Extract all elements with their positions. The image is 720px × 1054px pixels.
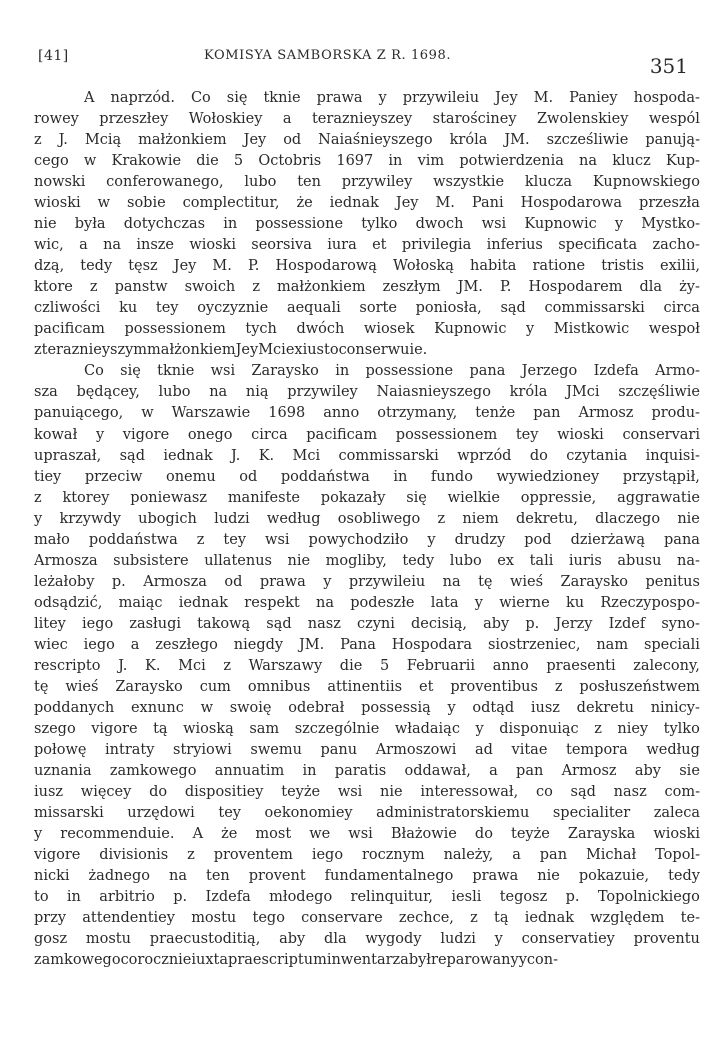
text-line: poddanych exnunc w swoię odebrał possessią y odtąd iusz dekretu ninicy- bbox=[34, 699, 700, 716]
text-line: mało poddaństwa z tey wsi powychodziło y drudzy pod dzierżawą pana bbox=[34, 531, 700, 548]
text-line: to in arbitrio p. Izdefa młodego relinquitur, iesli tegosz p. Topolnickiego bbox=[34, 889, 700, 906]
text-line: nie była dotychczas in possessione tylko dwoch wsi Kupnowic y Mystko- bbox=[34, 216, 700, 233]
text-line: zamkowego corocznie iuxta praescriptum inwentarza był reparowany y con- bbox=[34, 952, 558, 969]
text-line: szego vigore tą wioską sam szczególnie władaiąc y disponuiąc z niey tylko bbox=[34, 720, 700, 737]
text-line: wic, a na insze wioski seorsiva iura et privilegia inferius specificata zacho- bbox=[34, 237, 700, 254]
text-line: cego w Krakowie die 5 Octobris 1697 in vim potwierdzenia na klucz Kup- bbox=[34, 153, 700, 170]
text-line: vigore divisionis z proventem iego rocznym należy, a pan Michał Topol- bbox=[34, 847, 700, 864]
text-line: wioski w sobie complectitur, że iednak Jey M. Pani Hospodarowa przeszła bbox=[34, 195, 700, 212]
text-line: połowę intraty stryiowi swemu panu Armoszowi ad vitae tempora według bbox=[34, 741, 700, 758]
running-head: KOMISYA SAMBORSKA Z R. 1698. bbox=[204, 48, 452, 63]
text-line: kował y vigore onego circa pacificam possessionem tey wioski conservari bbox=[34, 426, 700, 443]
text-line: dzą, tedy tęsz Jey M. P. Hospodarową Wołoską habita ratione tristis exilii, bbox=[34, 258, 700, 275]
text-line: wiec iego a zeszłego niegdy JM. Pana Hospodara siostrzeniec, nam speciali bbox=[34, 636, 700, 653]
text-line: z J. Mcią małżonkiem Jey od Naiaśnieyszego króla JM. szcześliwie panują- bbox=[34, 132, 700, 149]
text-line: y krzywdy ubogich ludzi według osobliwego z niem dekretu, dlaczego nie bbox=[34, 510, 700, 527]
page-header bbox=[38, 44, 688, 78]
text-line: z teraznieyszym małżonkiem Jey Mci ex iusto conserwuie. bbox=[34, 342, 428, 359]
page-number: 351 bbox=[649, 54, 688, 78]
text-line: z ktorey poniewasz manifeste pokazały się wielkie oppressie, aggrawatie bbox=[34, 489, 700, 506]
text-line: tę wieś Zaraysko cum omnibus attinentiis et proventibus z posłuszeństwem bbox=[34, 678, 700, 695]
text-line: czliwości ku tey oyczyznie aequali sorte poniosła, sąd commissarski circa bbox=[34, 300, 700, 317]
text-line: panuiącego, w Warszawie 1698 anno otrzymany, tenże pan Armosz produ- bbox=[34, 405, 700, 422]
text-line: nicki żadnego na ten provent fundamentalnego prawa nie pokazuie, tedy bbox=[34, 868, 700, 885]
paragraph bbox=[34, 88, 700, 361]
text-line: upraszał, sąd iednak J. K. Mci commissarski wprzód do czytania inquisi- bbox=[34, 447, 700, 464]
text-line: A naprzód. Co się tknie prawa y przywileiu Jey M. Paniey hospoda- bbox=[84, 90, 700, 106]
text-line: sza będącey, lubo na nią przywiley Naiasnieyszego króla JMci szczęśliwie bbox=[34, 384, 700, 401]
text-line: ktore z panstw swoich z małżonkiem zeszłym JM. P. Hospodarem dla ży- bbox=[34, 279, 700, 296]
text-line: gosz mostu praecustoditią, aby dla wygody ludzi y conservatiey proventu bbox=[34, 931, 700, 948]
text-line: iusz więcey do dispositiey teyże wsi nie interessował, co sąd nasz com- bbox=[34, 784, 700, 801]
text-line: tiey przeciw onemu od poddaństwa in fundo wywiedzioney przystąpił, bbox=[34, 468, 700, 485]
text-line: pacificam possessionem tych dwóch wiosek Kupnowic y Mistkowic wespoł bbox=[34, 321, 700, 338]
text-line: leżałoby p. Armosza od prawa y przywileiu na tę wieś Zaraysko penitus bbox=[34, 573, 700, 590]
text-line: rescripto J. K. Mci z Warszawy die 5 Februarii anno praesenti zalecony, bbox=[34, 657, 700, 674]
text-line: uznania zamkowego annuatim in paratis oddawał, a pan Armosz aby sie bbox=[34, 763, 700, 779]
text-line: przy attendentiey mostu tego conservare zechce, z tą iednak względem te- bbox=[34, 910, 700, 927]
text-line: litey iego zasługi takową sąd nasz czyni decisią, aby p. Jerzy Izdef syno- bbox=[34, 615, 700, 632]
body-text bbox=[34, 88, 700, 971]
text-line: nowski conferowanego, lubo ten przywiley wszystkie klucza Kupnowskiego bbox=[34, 174, 700, 191]
text-line: missarski urzędowi tey oekonomiey administratorskiemu specialiter zaleca bbox=[34, 805, 700, 822]
section-marker: [41] bbox=[38, 48, 69, 64]
text-line: Co się tknie wsi Zaraysko in possessione pana Jerzego Izdefa Armo- bbox=[84, 363, 700, 380]
text-line: y recommenduie. A że most we wsi Błażowie do teyże Zarayska wioski bbox=[34, 826, 700, 843]
text-line: Armosza subsistere ullatenus nie mogliby, tedy lubo ex tali iuris abusu na- bbox=[34, 552, 700, 569]
text-line: rowey przeszłey Wołoskiey a teraznieyszey starościney Zwolenskiey wespól bbox=[34, 111, 700, 128]
text-line: odsądzić, maiąc iednak respekt na podeszłe lata y wierne ku Rzeczypospo- bbox=[34, 594, 700, 611]
paragraph bbox=[34, 361, 700, 971]
